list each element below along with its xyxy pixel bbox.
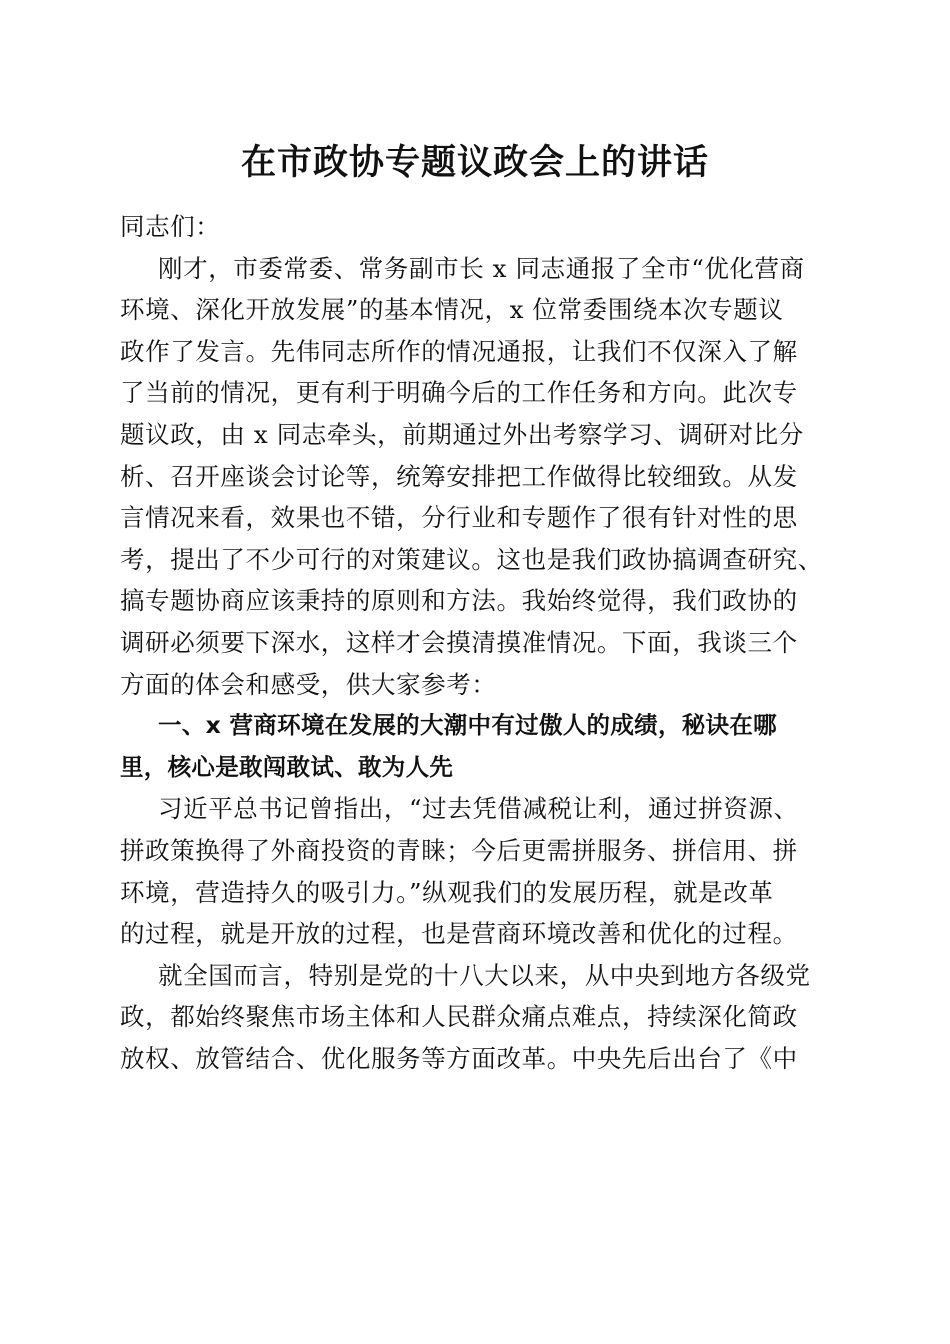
heading-line: 里，核心是敢闯敢试、敢为人先: [120, 752, 454, 781]
paragraph-1: [120, 248, 832, 706]
heading-line: 一、x 营商环境在发展的大潮中有过傲人的成绩，秘诀在哪: [158, 711, 777, 740]
salutation: 同志们：: [120, 212, 221, 241]
paragraph-line: 言情况来看，效果也不错，分行业和专题作了很有针对性的思: [120, 503, 798, 533]
paragraph-2: [120, 788, 832, 954]
paragraph-line: 习近平总书记曾指出，“过去凭借减税让利，通过拼资源、: [158, 794, 799, 824]
document-title: 在市政协专题议政会上的讲话: [240, 142, 709, 183]
paragraph-line: 搞专题协商应该秉持的原则和方法。我始终觉得，我们政协的: [120, 586, 798, 616]
paragraph-line: 就全国而言，特别是党的十八大以来，从中央到地方各级党: [158, 960, 811, 990]
section-heading-1: [120, 705, 832, 788]
paragraph-line: 的过程，就是开放的过程，也是营商环境改善和优化的过程。: [120, 919, 798, 949]
paragraph-line: 政作了发言。先伟同志所作的情况通报，让我们不仅深入了解: [120, 336, 798, 366]
paragraph-line: 刚才，市委常委、常务副市长 x 同志通报了全市“优化营商: [158, 253, 805, 283]
paragraph-line: 题议政，由 x 同志牵头，前期通过外出考察学习、调研对比分: [120, 419, 804, 449]
paragraph-line: 考，提出了不少可行的对策建议。这也是我们政协搞调查研究、: [120, 544, 823, 574]
paragraph-line: 析、召开座谈会讨论等，统筹安排把工作做得比较细致。从发: [120, 461, 798, 491]
paragraph-line: 调研必须要下深水，这样才会摸清摸准情况。下面，我谈三个: [120, 627, 798, 657]
paragraph-line: 环境、深化开放发展”的基本情况，x 位常委围绕本次专题议: [120, 295, 784, 325]
paragraph-line: 方面的体会和感受，供大家参考：: [120, 669, 497, 699]
document-body: [120, 206, 832, 1079]
paragraph-line: 放权、放管结合、优化服务等方面改革。中央先后出台了《中: [120, 1043, 798, 1073]
paragraph-line: 了当前的情况，更有利于明确今后的工作任务和方向。此次专: [120, 378, 798, 408]
paragraph-3: [120, 955, 832, 1080]
paragraph-line: 政，都始终聚焦市场主体和人民群众痛点难点，持续深化简政: [120, 1002, 798, 1032]
paragraph-line: 环境，营造持久的吸引力。”纵观我们的发展历程，就是改革: [120, 877, 774, 907]
paragraph-line: 拼政策换得了外商投资的青睐；今后更需拼服务、拼信用、拼: [120, 835, 798, 865]
